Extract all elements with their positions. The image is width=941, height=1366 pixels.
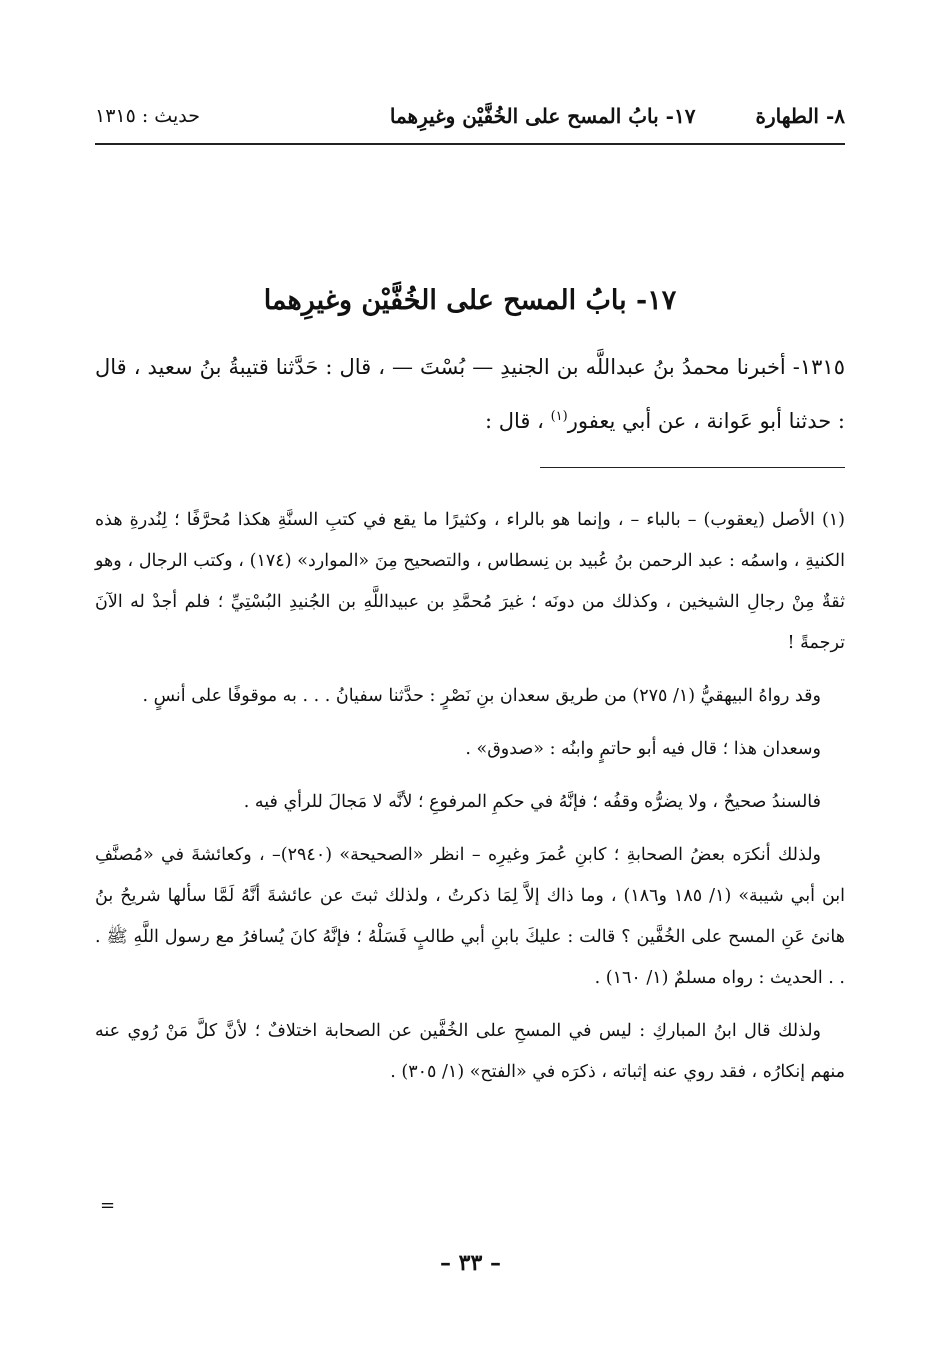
footnote-paragraph: ولذلك أنكرَه بعضُ الصحابةِ ؛ كابنِ عُمرَ وغيرِه – انظر «الصحيحة» (٢٩٤٠)– ، وكعائشةَ في «مُصنَّفِ ابن أبي شيبة» (١/ ١٨٥ و١٨٦) ، وما ذاك إلاَّ لِمَا ذكرتُ ، ولذلك ثبتَ عن عائشةَ أنَّهُ لَمَّا سألها شريحُ بنُ هانئ عَنِ المسح على الخُفَّين ؟ قالت : عليكَ بابنِ أبي طالبٍ فَسَلْهُ ؛ فإنَّهُ كانَ يُسافرُ مع رسول اللَّهِ ﷺ . . . الحديث : رواه مسلمٌ (١/ ١٦٠) . bbox=[95, 845, 846, 988]
page-number: – ٣٣ – bbox=[440, 1250, 501, 1276]
header-divider bbox=[95, 143, 845, 145]
running-header bbox=[95, 96, 845, 136]
hadith-text bbox=[95, 340, 845, 448]
hadith-ending: ، قال : bbox=[484, 409, 551, 433]
footnote-divider bbox=[540, 467, 845, 468]
chapter-name: ٨- الطهارة bbox=[755, 104, 845, 128]
footnote-paragraph: ولذلك قال ابنُ المباركِ : ليس في المسحِ على الخُفَّين عن الصحابة اختلافٌ ؛ لأنَّ كلَّ مَنْ رُوي عنه منهم إنكارُه ، فقد روي عنه إثباته ، ذكرَه في «الفتح» (١/ ٣٠٥) . bbox=[95, 1021, 845, 1082]
section-name: ١٧- بابُ المسح على الخُفَّيْن وغيرِهما bbox=[389, 104, 696, 128]
footnote-paragraph: وقد رواهُ البيهقيُّ (١/ ٢٧٥) من طريق سعدان بنِ نَصْرٍ : حدَّثنا سفيانُ . . . به موقوفًا على أنسٍ . bbox=[142, 686, 821, 706]
hadith-reference: حديث : ١٣١٥ bbox=[95, 105, 200, 127]
footnote-paragraph: وسعدان هذا ؛ قال فيه أبو حاتمٍ وابنُه : «صدوق» . bbox=[465, 739, 821, 759]
footnote-paragraph: فالسندُ صحيحٌ ، ولا يضرُّه وقفُه ؛ فإنَّهُ في حكمِ المرفوعِ ؛ لأنَّه لا مَجالَ للرأي فيه . bbox=[243, 792, 821, 812]
hadith-body: ١٣١٥- أخبرنا محمدُ بنُ عبداللَّه بن الجنيدِ — بُسْتَ — ، قال : حَدَّثنا قتيبةُ بنُ سعيد ، قال : حدثنا أبو عَوانة ، عن أبي يعفور bbox=[95, 355, 845, 433]
continuation-mark: = bbox=[100, 1195, 116, 1216]
chapter-title: ١٧- بابُ المسح على الخُفَّيْن وغيرِهما bbox=[263, 285, 677, 316]
footnote-paragraph: (١) الأصل (يعقوب) – بالباء – ، وإنما هو بالراء ، وكثيرًا ما يقع في كتبِ السنَّةِ هكذا مُحرَّفًا ؛ لِنُدرةِ هذه الكنيةِ ، واسمُه : عبد الرحمن بنُ عُبيد بن نِسطاس ، والتصحيح مِنَ «الموارد» (١٧٤) ، وكتب الرجال ، وهو ثقةٌ مِنْ رجالِ الشيخين ، وكذلك من دونَه ؛ غيرَ مُحمَّدِ بن عبيداللَّهِ بن الجُنيدِ البُسْتِيِّ ؛ فلم أجدْ له الآنَ ترجمةً ! bbox=[95, 510, 845, 653]
running-header-titles bbox=[390, 104, 845, 128]
footnotes bbox=[95, 500, 845, 1105]
footnote-reference[interactable]: (١) bbox=[550, 409, 568, 424]
